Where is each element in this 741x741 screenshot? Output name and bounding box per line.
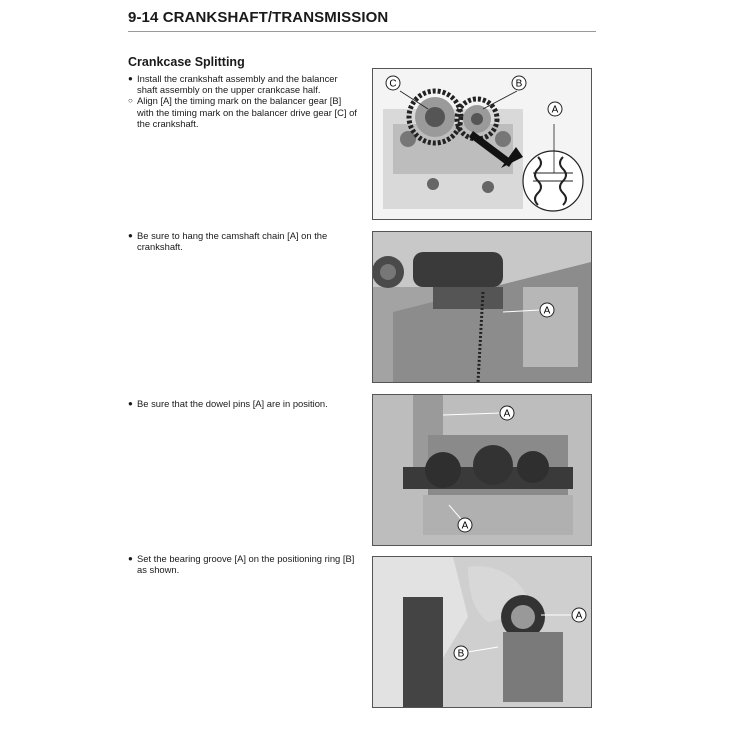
- callout-label: A: [503, 408, 511, 420]
- bullet-marker: ●: [128, 554, 133, 563]
- step-group-4: [128, 553, 360, 575]
- step-group-3: [128, 398, 360, 409]
- step-text: Be sure to hang the camshaft chain [A] on the crankshaft.: [137, 230, 328, 253]
- step-text: Set the bearing groove [A] on the positioning ring [B] as shown.: [137, 553, 355, 576]
- step-text: Install the crankshaft assembly and the balancer shaft assembly on the upper crankcase half.: [137, 73, 338, 96]
- figure-bearing-groove: [372, 556, 592, 708]
- callout-label: A: [461, 520, 469, 532]
- step-text: Be sure that the dowel pins [A] are in position.: [137, 398, 328, 409]
- step-text: Align [A] the timing mark on the balancer gear [B] with the timing mark on the balancer drive gear [C] of the crankshaft.: [137, 95, 357, 129]
- header-rule: [128, 31, 596, 32]
- callout-label: A: [551, 104, 559, 116]
- sub-bullet-marker: ○: [128, 96, 133, 106]
- figure-camshaft-chain: [372, 231, 592, 383]
- figure-balancer-gear-timing: [372, 68, 592, 220]
- gear-diagram-illustration: [373, 69, 591, 219]
- step-group-2: [128, 230, 360, 252]
- callout-label: B: [457, 648, 465, 660]
- callout-label: A: [575, 610, 583, 622]
- bullet-marker: ●: [128, 231, 133, 240]
- step-group-1: [128, 73, 360, 129]
- photo-bearing-groove: [373, 557, 591, 707]
- photo-camshaft-chain: [373, 232, 591, 382]
- bullet-marker: ●: [128, 399, 133, 408]
- page-title: 9-14 CRANKSHAFT/TRANSMISSION: [128, 9, 389, 26]
- figure-dowel-pins: [372, 394, 592, 546]
- callout-label: B: [515, 78, 523, 90]
- section-heading: Crankcase Splitting: [128, 55, 245, 69]
- callout-label: C: [389, 78, 397, 90]
- callout-label: A: [543, 305, 551, 317]
- photo-dowel-pins: [373, 395, 591, 545]
- bullet-marker: ●: [128, 74, 133, 83]
